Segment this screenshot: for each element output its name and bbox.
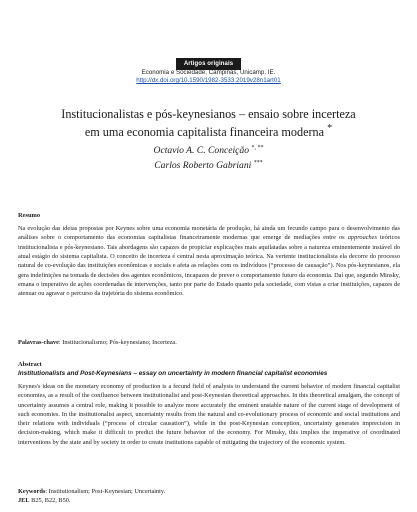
resumo-italic-term: approaches — [347, 234, 377, 242]
journal-name: Economia e Sociedade, Campinas, Unicamp. IE. — [141, 69, 276, 76]
palavras-chave — [18, 339, 177, 346]
abstract-title: Institutionalists and Post-Keynesians – essay on uncertainty in modern financial capitalist economies — [18, 370, 328, 377]
abstract-text: Keynes's ideas on the monetary economy of production is a fecund field of analysis to understand the current behavior of modern financial capitalist economies, as a result of the confluence between institutionalist and post-Keynesian theoretical approaches. In this theoretical amalgam, the concept of uncertainty assumes a central role, making it possible to analyze more accurately the eminent unstable nature of the current stage of development of such economies. In the institutionalist aspect, uncertainty results from the natural and co-evolutionary process of economic and social institutions and their relations with individuals (“process of circular causation”), while in the post-Keynesian conception, uncertainty generates imprecision in decision-making, which make it difficult to predict the future behavior of the economy. For Minsky, this implies the imperative of coordinated interventions by the state and by society in order to create institutions capable of mitigating the trajectory of the economic system. — [18, 383, 400, 446]
author-list — [0, 142, 417, 172]
resumo-text — [18, 224, 400, 299]
jel-label: JEL — [18, 497, 30, 505]
resumo-text-part-1: Na evolução das ideias propostas por Keynes sobre uma economia monetária de produção, há ainda um fecundo campo para o desenvolvimento das análises sobre o comportamento das economias capitalistas financeiramente modernas que emerge de mediações entre os — [18, 225, 400, 242]
keywords-block — [18, 487, 165, 506]
keywords-line — [18, 487, 165, 496]
keywords-values: : Institutionalism; Post-Keynesian; Uncertainty. — [45, 488, 166, 495]
section-badge-wrap — [0, 52, 417, 70]
author-1-name: Octavio A. C. Conceição — [153, 145, 250, 157]
author-2 — [0, 157, 417, 172]
jel-values: B25, B22, B50. — [29, 497, 71, 505]
section-badge: Artigos originais — [176, 58, 241, 70]
author-1-mark: *, ** — [251, 145, 264, 151]
resumo-text-part-2: teóricos institucionalista e pós-keynesiano. Tais abordagens são capazes de propiciar explicações mais aquilatadas sobre a natureza eminentemente instável do atual estágio do sistema capitalista. O conceito de incerteza é central nesta aproximação teórica. Na vertente institucionalista ela decorre do processo natural de co-evolução das instituições econômicas e sociais e afeta as relações com os indivíduos (“processo de causação”). Nos pós-keynesianos, ela gera indefinições na tomada de decisões dos agentes econômicos, incapazes de prever o comportamento futuro da economia. Daí que, segundo Minsky, emana o imperativo de ações coordenadas de intervenções, tanto por parte do Estado quanto pela sociedade, com vistas a criar instituições, capazes de atenuar ou agravar o percurso da trajetória do sistema econômico. — [18, 234, 400, 298]
author-1 — [0, 142, 417, 157]
author-2-mark: *** — [253, 160, 263, 167]
jel-line — [18, 496, 165, 505]
doi-link[interactable]: http://dx.doi.org/10.1590/1982-3533.2019v28n1art01 — [136, 77, 281, 84]
article-title — [20, 107, 397, 139]
title-line-2: em uma economia capitalista financeira moderna — [84, 124, 325, 139]
keywords-label: Keywords — [18, 488, 46, 495]
title-line-1: Institucionalistas e pós-keynesianos – ensaio sobre incerteza — [61, 107, 356, 121]
palavras-chave-label: Palavras-chave — [18, 339, 59, 346]
author-2-name: Carlos Roberto Gabriani — [154, 160, 252, 172]
palavras-chave-values: : Institucionalismo; Pós-keynesiano; Incerteza. — [58, 339, 177, 346]
title-footnote-mark: * — [327, 122, 333, 134]
resumo-heading: Resumo — [18, 212, 41, 219]
abstract-heading: Abstract — [18, 361, 42, 368]
